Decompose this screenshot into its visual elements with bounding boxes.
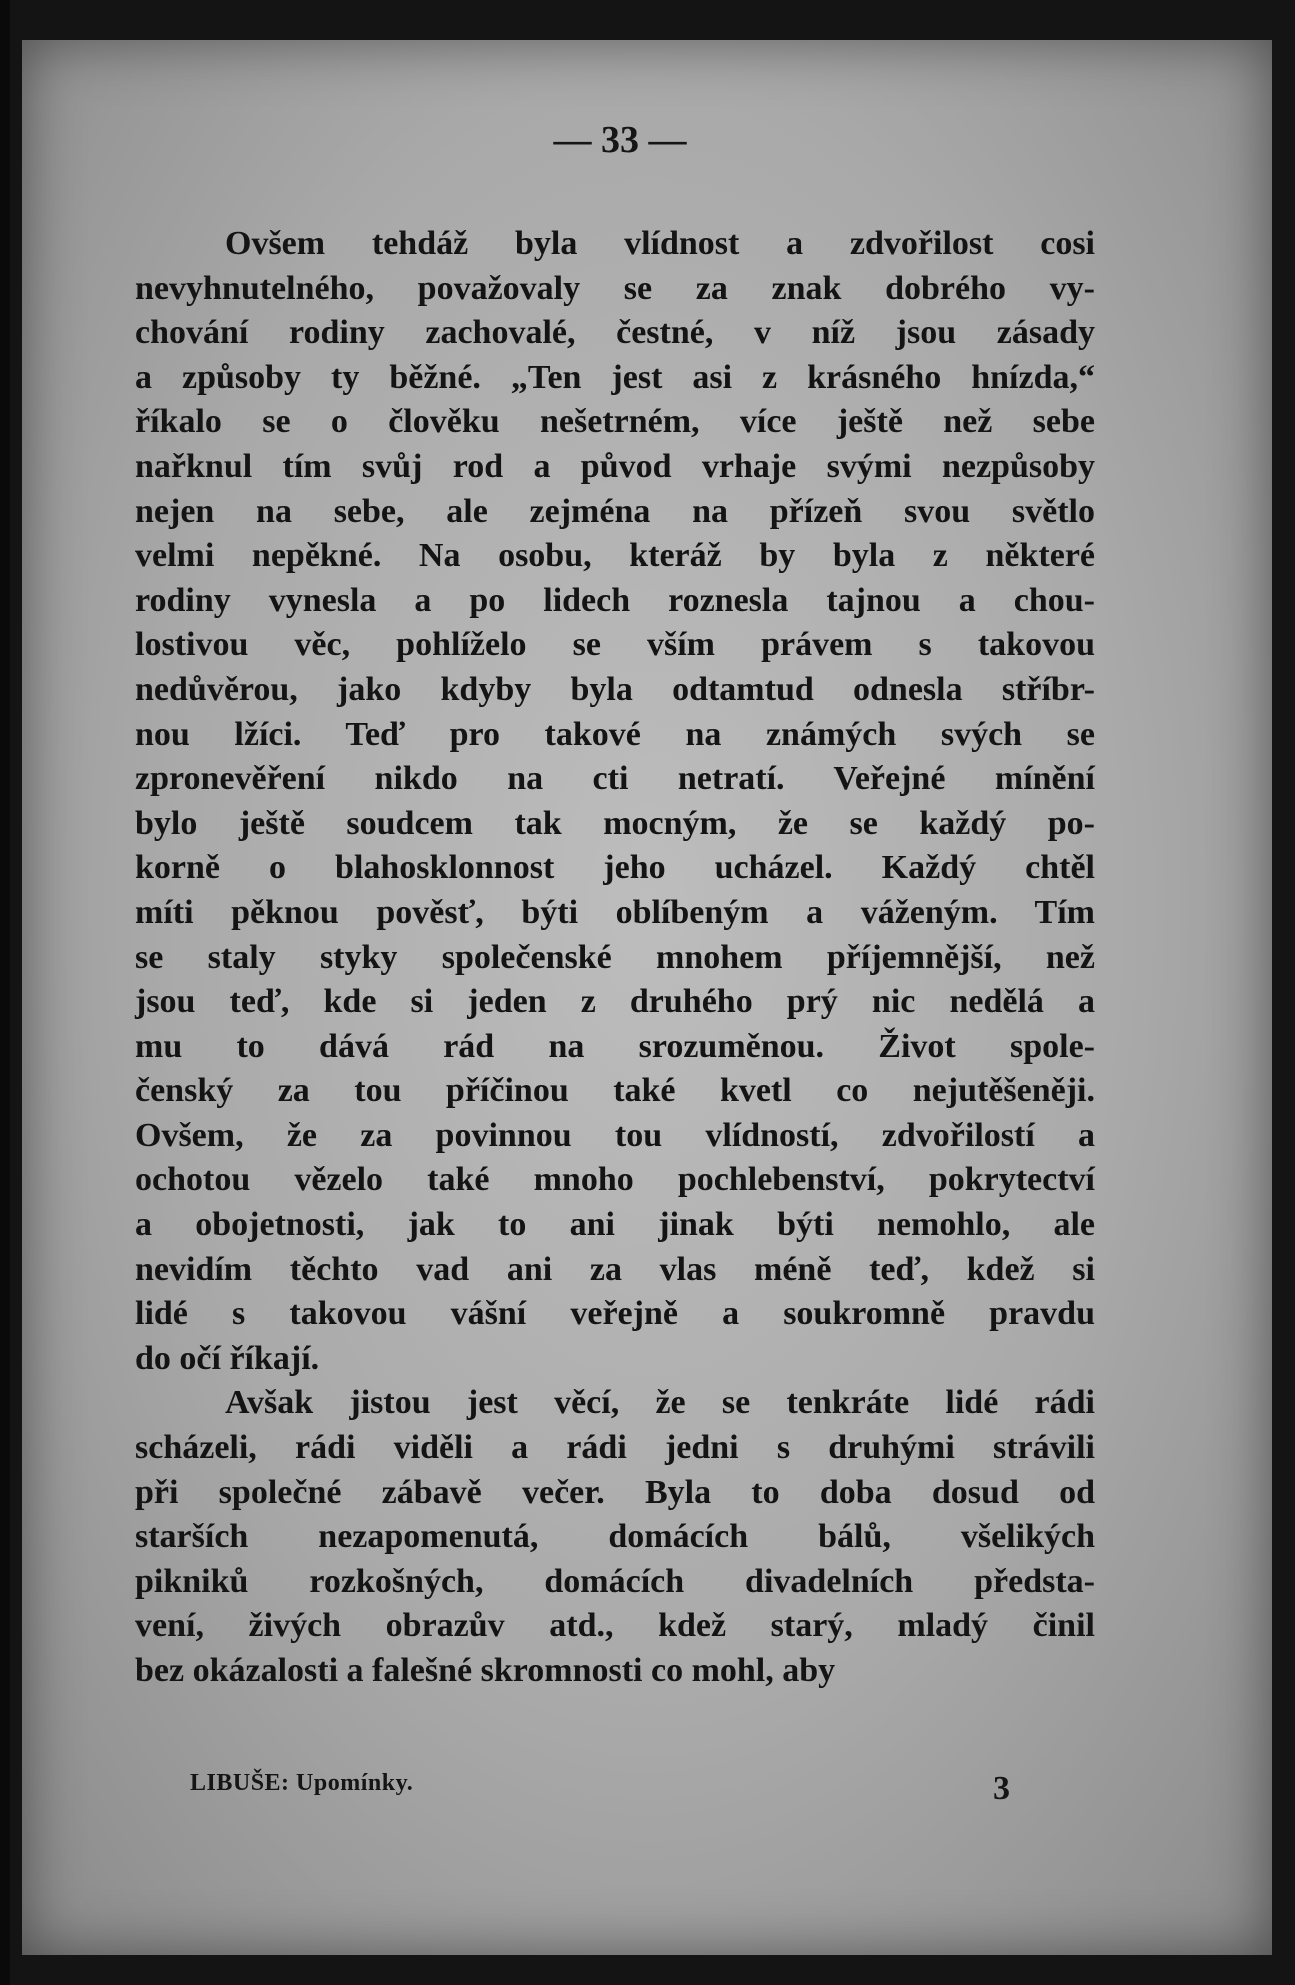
text-line: pikniků rozkošných, domácích divadelních předsta- <box>135 1562 1095 1600</box>
text-line: nedůvěrou, jako kdyby byla odtamtud odnesla stříbr- <box>135 670 1095 708</box>
text-line: při společné zábavě večer. Byla to doba dosud od <box>135 1473 1095 1511</box>
text-line: nevyhnutelného, považovaly se za znak dobrého vy- <box>135 269 1095 307</box>
text-line: velmi nepěkné. Na osobu, kteráž by byla z některé <box>135 537 1095 575</box>
text-line: zpronevěření nikdo na cti netratí. Veřejné mínění <box>135 760 1095 798</box>
text-line: se staly styky společenské mnohem příjemnější, než <box>135 938 1095 976</box>
page-footer <box>190 1770 1050 1810</box>
text-line: Ovšem tehdáž byla vlídnost a zdvořilost cosi <box>225 225 1095 262</box>
text-line: nou lžíci. Teď pro takové na známých svých se <box>135 715 1095 753</box>
text-line: mu to dává rád na srozuměnou. Život spole- <box>135 1027 1095 1065</box>
text-line: Ovšem, že za povinnou tou vlídností, zdvořilostí a <box>135 1116 1095 1154</box>
text-line: míti pěknou pověsť, býti oblíbeným a váženým. Tím <box>135 893 1095 931</box>
text-line: vení, živých obrazův atd., kdež starý, mladý činil <box>135 1607 1095 1645</box>
text-line: jsou teď, kde si jeden z druhého prý nic nedělá a <box>135 983 1095 1021</box>
text-line: chování rodiny zachovalé, čestné, v níž jsou zásady <box>135 314 1095 352</box>
text-line: lostivou věc, pohlíželo se vším právem s takovou <box>135 626 1095 664</box>
text-line: rodiny vynesla a po lidech roznesla tajnou a chou- <box>135 581 1095 619</box>
text-line: nařknul tím svůj rod a původ vrhaje svými nezpůsoby <box>135 447 1095 485</box>
body-text <box>135 222 1095 1694</box>
text-line: nejen na sebe, ale zejména na přízeň svou světlo <box>135 492 1095 530</box>
text-line: bylo ještě soudcem tak mocným, že se každý po- <box>135 804 1095 842</box>
book-spine <box>0 0 10 1985</box>
signature: LIBUŠE: Upomínky. <box>190 1770 414 1796</box>
text-line: a způsoby ty běžné. „Ten jest asi z krásného hnízda,“ <box>135 358 1095 396</box>
text-line: bez okázalosti a falešné skromnosti co mohl, aby <box>135 1652 836 1689</box>
page-number: — 33 — <box>553 119 687 161</box>
paragraph <box>135 222 1095 1381</box>
signature-mark: 3 <box>993 1770 1010 1807</box>
text-line: říkalo se o člověku nešetrném, více ještě než sebe <box>135 403 1095 441</box>
text-line: a obojetnosti, jak to ani jinak býti nemohlo, ale <box>135 1206 1095 1244</box>
text-line: korně o blahosklonnost jeho ucházel. Každý chtěl <box>135 849 1095 887</box>
paragraph <box>135 1381 1095 1693</box>
text-line: lidé s takovou vášní veřejně a soukromně pravdu <box>135 1295 1095 1333</box>
text-line: čenský za tou příčinou také kvetl co nejutěšeněji. <box>135 1072 1095 1110</box>
text-line: do očí říkají. <box>135 1339 320 1377</box>
text-line: ochotou vězelo také mnoho pochlebenství, pokrytectví <box>135 1161 1095 1199</box>
text-line: scházeli, rádi viděli a rádi jedni s druhými strávili <box>135 1429 1095 1467</box>
text-line: Avšak jistou jest věcí, že se tenkráte lidé rádi <box>225 1384 1095 1422</box>
text-line: nevidím těchto vad ani za vlas méně teď, kdež si <box>135 1250 1095 1288</box>
text-line: starších nezapomenutá, domácích bálů, všelikých <box>135 1518 1095 1556</box>
